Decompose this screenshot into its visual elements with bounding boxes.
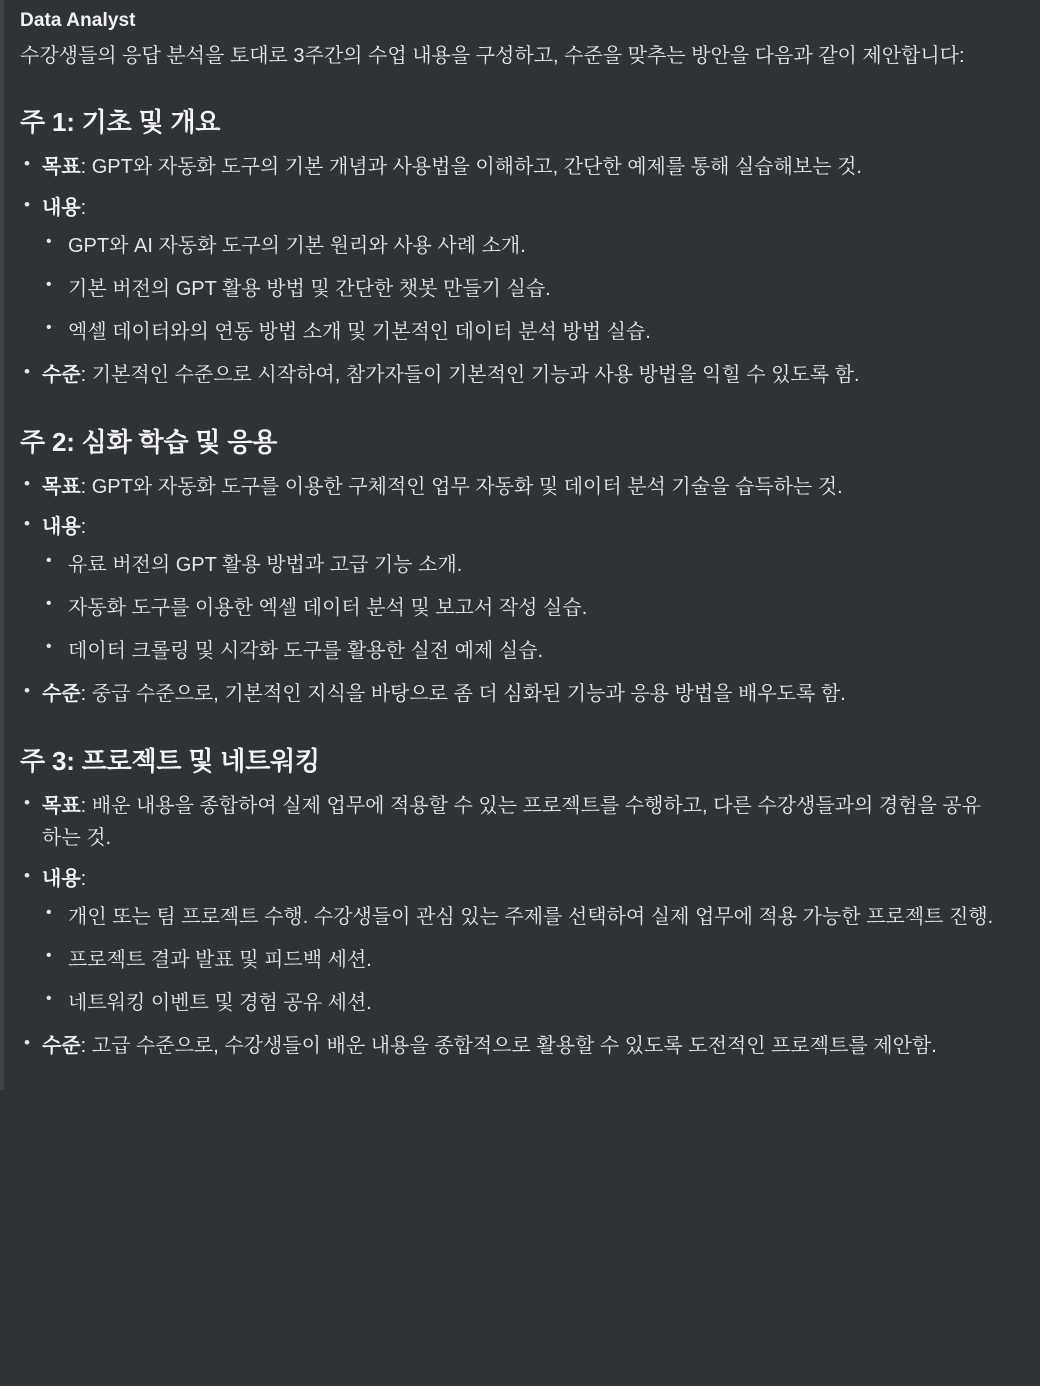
sub-list-item: • 프로젝트 결과 발표 및 피드백 세션. (42, 944, 1000, 976)
message-role-label: Data Analyst (20, 10, 136, 31)
section-title: 주 3: 프로젝트 및 네트워킹 (20, 745, 320, 776)
sub-bullet-list (42, 901, 1000, 1019)
sub-bullet-list (42, 230, 1000, 348)
list-item (20, 151, 1000, 183)
list-item-text: : 중급 수준으로, 기본적인 지식을 바탕으로 좀 더 심화된 기능과 응용 방법을 배우도록 함. (80, 683, 846, 706)
list-item-lead: 목표 (42, 475, 81, 498)
list-item-text: : GPT와 자동화 도구의 기본 개념과 사용법을 이해하고, 간단한 예제를 통해 실습해보는 것. (80, 156, 862, 179)
list-item (20, 790, 1000, 855)
list-item (20, 471, 1000, 503)
list-item (20, 678, 1000, 710)
list-item-text: : 배운 내용을 종합하여 실제 업무에 적용할 수 있는 프로젝트를 수행하고, 다른 수강생들과의 경험을 공유하는 것. (42, 794, 981, 850)
list-item (20, 511, 1000, 667)
list-item-text: : (80, 196, 87, 219)
section-title: 주 1: 기초 및 개요 (20, 107, 221, 138)
list-item-lead: 수준 (42, 1034, 81, 1057)
sections-container (20, 102, 1000, 1062)
message-left-rule (0, 0, 4, 1090)
list-item-lead: 목표 (42, 156, 81, 179)
sub-list-item: • 개인 또는 팀 프로젝트 수행. 수강생들이 관심 있는 주제를 선택하여 실제 업무에 적용 가능한 프로젝트 진행. (42, 901, 1000, 933)
sub-list-item: • 유료 버전의 GPT 활용 방법과 고급 기능 소개. (42, 549, 1000, 581)
section-title: 주 2: 심화 학습 및 응용 (20, 426, 278, 457)
list-item-lead: 수준 (42, 683, 81, 706)
sub-bullet-list (42, 549, 1000, 667)
list-item-text: : GPT와 자동화 도구를 이용한 구체적인 업무 자동화 및 데이터 분석 기술을 습득하는 것. (80, 475, 843, 498)
section-bullet-list (20, 471, 1000, 711)
list-item-text: : (80, 515, 87, 538)
message-intro-paragraph: 수강생들의 응답 분석을 토대로 3주간의 수업 내용을 구성하고, 수준을 맞추는 방안을 다음과 같이 제안합니다: (20, 45, 965, 67)
sub-list-item: • 자동화 도구를 이용한 엑셀 데이터 분석 및 보고서 작성 실습. (42, 592, 1000, 624)
list-item-text: : 고급 수준으로, 수강생들이 배운 내용을 종합적으로 활용할 수 있도록 도전적인 프로젝트를 제안함. (80, 1034, 937, 1057)
list-item (20, 359, 1000, 391)
list-item-lead: 목표 (42, 794, 81, 817)
list-item-text: : (80, 867, 87, 890)
list-item-lead: 내용 (42, 196, 81, 219)
section-bullet-list (20, 790, 1000, 1063)
list-item-text: : 기본적인 수준으로 시작하여, 참가자들이 기본적인 기능과 사용 방법을 익힐 수 있도록 함. (80, 364, 860, 387)
list-item-lead: 내용 (42, 867, 81, 890)
list-item-lead: 수준 (42, 364, 81, 387)
sub-list-item: • 네트워킹 이벤트 및 경험 공유 세션. (42, 987, 1000, 1019)
sub-list-item: • 기본 버전의 GPT 활용 방법 및 간단한 챗봇 만들기 실습. (42, 273, 1000, 305)
list-item (20, 1030, 1000, 1062)
list-item (20, 192, 1000, 348)
list-item-lead: 내용 (42, 515, 81, 538)
sub-list-item: • GPT와 AI 자동화 도구의 기본 원리와 사용 사례 소개. (42, 230, 1000, 262)
list-item (20, 863, 1000, 1019)
section-bullet-list (20, 151, 1000, 391)
sub-list-item: • 데이터 크롤링 및 시각화 도구를 활용한 실전 예제 실습. (42, 635, 1000, 667)
sub-list-item: • 엑셀 데이터와의 연동 방법 소개 및 기본적인 데이터 분석 방법 실습. (42, 316, 1000, 348)
